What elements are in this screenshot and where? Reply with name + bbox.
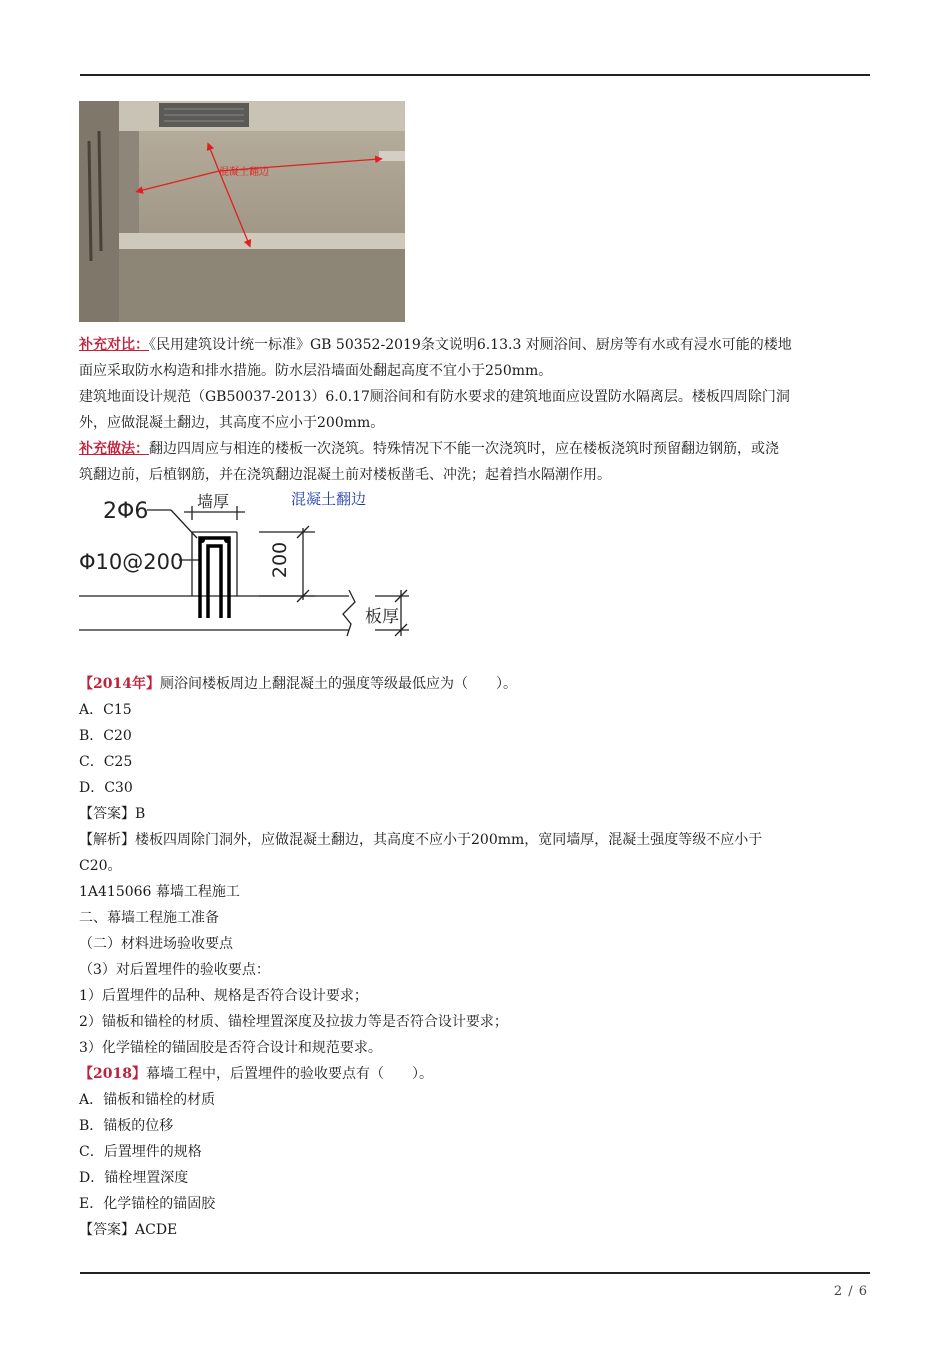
q2-option-d: D．锚栓埋置深度 <box>79 1170 189 1186</box>
page-number: 2 / 6 <box>833 1284 868 1299</box>
q2-option-c: C．后置埋件的规格 <box>79 1144 202 1160</box>
q1-stem: 【2014年】厕浴间楼板周边上翻混凝土的强度等级最低应为（ ）。 <box>79 676 517 692</box>
concrete-curb-photo <box>79 101 405 322</box>
q2-answer: 【答案】ACDE <box>79 1222 178 1238</box>
supp2-line2: 筑翻边前，后植钢筋，并在浇筑翻边混凝土前对楼板凿毛、冲洗；起着挡水隔潮作用。 <box>79 467 611 483</box>
curb-detail-drawing <box>79 490 449 656</box>
supp1-label: 补充对比： <box>79 337 149 353</box>
photo-label: 混凝土翻边 <box>219 167 269 178</box>
q2-stem: 【2018】幕墙工程中，后置埋件的验收要点有（ ）。 <box>79 1066 433 1082</box>
supp1-line1: 补充对比：《民用建筑设计统一标准》GB 50352-2019条文说明6.13.3 对厕浴间、厨房等有水或有浸水可能的楼地 <box>79 337 792 353</box>
q1-answer: 【答案】B <box>79 806 146 822</box>
topic-item-2: 2）锚板和锚栓的材质、锚栓埋置深度及拉拔力等是否符合设计要求； <box>79 1014 508 1030</box>
diagram-title: 混凝土翻边 <box>291 490 367 508</box>
topic-item-3: 3）化学锚栓的锚固胶是否符合设计和规范要求。 <box>79 1040 382 1056</box>
supp1-line3: 建筑地面设计规范（GB50037-2013）6.0.17厕浴间和有防水要求的建筑地面应设置防水隔离层。楼板四周除门洞 <box>79 389 790 405</box>
supp1-line2: 面应采取防水构造和排水措施。防水层沿墙面处翻起高度不宜小于250mm。 <box>79 363 553 379</box>
q1-option-a: A．C15 <box>79 702 132 718</box>
header-rule <box>80 74 870 76</box>
document-body <box>79 332 871 1243</box>
supp1-line4: 外，应做混凝土翻边，其高度不应小于200mm。 <box>79 415 385 431</box>
supp2-line1: 补充做法：翻边四周应与相连的楼板一次浇筑。特殊情况下不能一次浇筑时，应在楼板浇筑时预留翻边钢筋，或浇 <box>79 441 779 457</box>
q1-option-b: B．C20 <box>79 728 132 744</box>
stirrup-label: Φ10@200 <box>79 550 184 574</box>
topic-heading-3: （二）材料进场验收要点 <box>79 936 233 952</box>
topic-code: 1A415066 幕墙工程施工 <box>79 884 240 900</box>
q1-year: 【2014年】 <box>79 676 160 692</box>
q1-option-d: D．C30 <box>79 780 133 796</box>
supp2-label: 补充做法： <box>79 441 149 457</box>
rebar-top-label: 2Φ6 <box>103 499 149 524</box>
q2-option-b: B．锚板的位移 <box>79 1118 174 1134</box>
q1-analysis-1: 【解析】楼板四周除门洞外，应做混凝土翻边，其高度不应小于200mm，宽同墙厚，混凝土强度等级不应小于 <box>79 832 763 848</box>
topic-item-1: 1）后置埋件的品种、规格是否符合设计要求； <box>79 988 368 1004</box>
q2-option-a: A．锚板和锚栓的材质 <box>79 1092 216 1108</box>
q1-analysis-2: C20。 <box>79 858 122 874</box>
topic-heading-4: （3）对后置埋件的验收要点： <box>79 962 270 978</box>
footer-rule <box>80 1272 870 1274</box>
q1-option-c: C．C25 <box>79 754 133 770</box>
slab-thickness-label: 板厚 <box>365 607 399 627</box>
q2-year: 【2018】 <box>79 1066 146 1082</box>
height-label: 200 <box>269 541 291 579</box>
wall-thickness-label: 墙厚 <box>197 492 230 511</box>
topic-heading-2: 二、幕墙工程施工准备 <box>79 910 219 926</box>
q2-option-e: E．化学锚栓的锚固胶 <box>79 1196 216 1212</box>
